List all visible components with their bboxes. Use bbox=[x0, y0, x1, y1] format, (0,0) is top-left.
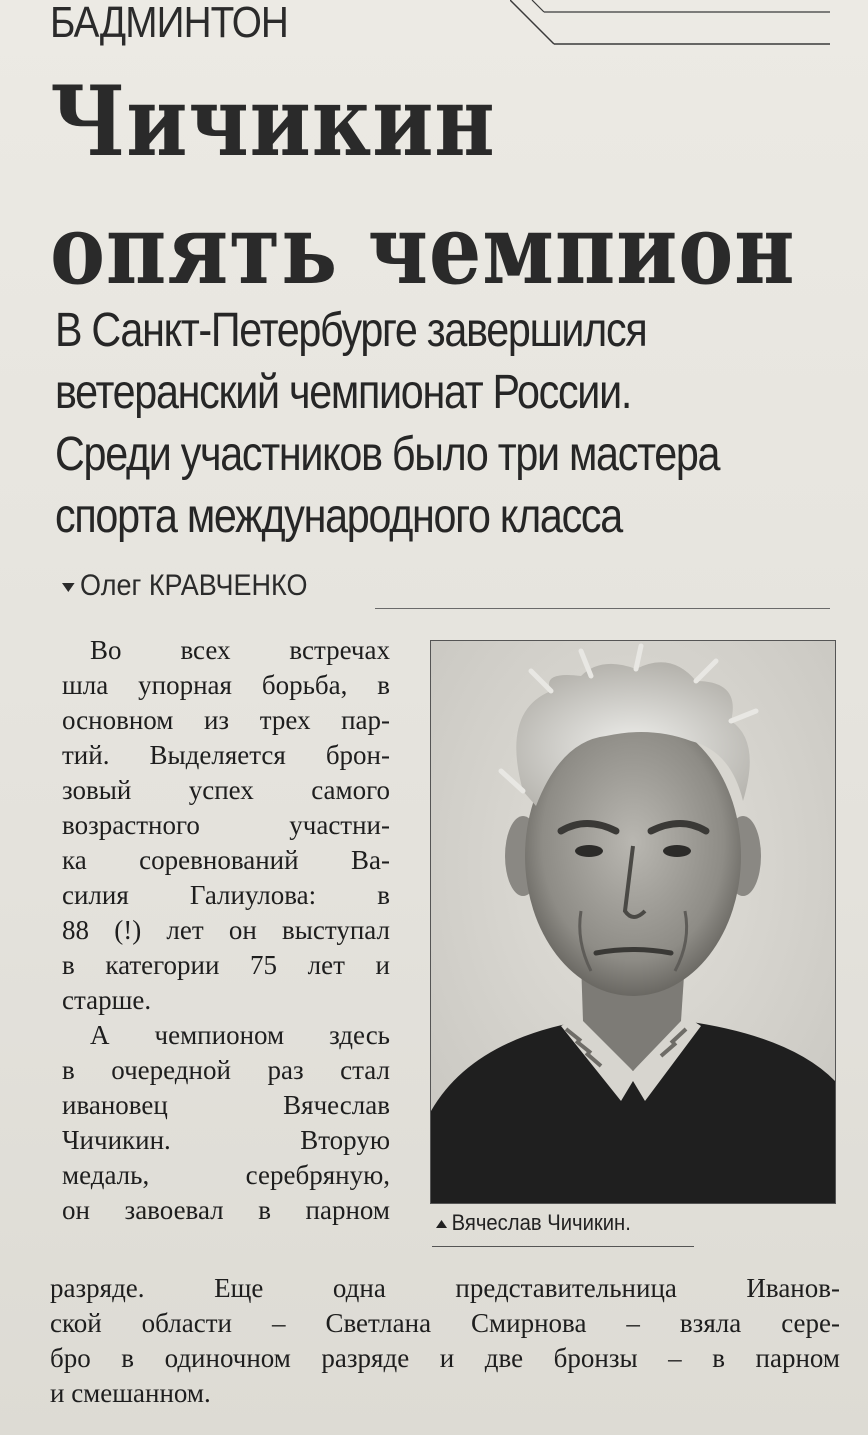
lead-line-3: Среди участников было три мастера bbox=[55, 428, 720, 481]
body-line: 88 (!) лет он выступал bbox=[62, 915, 390, 945]
body-line: А чемпионом здесь bbox=[90, 1020, 390, 1050]
headline-line-2: опять чемпион bbox=[50, 193, 796, 306]
rubric-decoration bbox=[510, 0, 840, 50]
body-line: он завоевал в парном bbox=[62, 1195, 390, 1225]
byline-rule bbox=[375, 608, 830, 609]
lead-line-1: В Санкт-Петербурге завершился bbox=[55, 304, 647, 357]
body-full-width bbox=[50, 1271, 840, 1411]
body-line: Чичикин. Вторую bbox=[62, 1125, 390, 1155]
lead-paragraph bbox=[55, 300, 795, 548]
body-line: Во всех встречах bbox=[90, 635, 390, 665]
lead-line-2: ветеранский чемпионат России. bbox=[55, 366, 632, 419]
body-line: бро в одиночном разряде и две бронзы – в парном bbox=[50, 1343, 840, 1373]
author-name: Олег КРАВЧЕНКО bbox=[80, 569, 308, 602]
caption-text: Вячеслав Чичикин. bbox=[451, 1210, 631, 1235]
body-line: зовый успех самого bbox=[62, 775, 390, 805]
headline bbox=[50, 58, 795, 314]
body-line: в категории 75 лет и bbox=[62, 950, 390, 980]
body-line: основном из трех пар- bbox=[62, 705, 390, 735]
body-line: в очередной раз стал bbox=[62, 1055, 390, 1085]
body-line: медаль, серебряную, bbox=[62, 1160, 390, 1190]
portrait-photo bbox=[430, 640, 836, 1204]
body-line: разряде. Еще одна представительница Иванов- bbox=[50, 1273, 840, 1303]
byline bbox=[62, 568, 307, 604]
body-column bbox=[62, 633, 390, 1228]
portrait-illustration bbox=[431, 641, 835, 1203]
caption-rule bbox=[432, 1246, 694, 1247]
body-line: силия Галиулова: в bbox=[62, 880, 390, 910]
body-line: старше. bbox=[62, 985, 152, 1015]
body-line: ивановец Вячеслав bbox=[62, 1090, 390, 1120]
body-line: ской области – Светлана Смирнова – взяла сере- bbox=[50, 1308, 840, 1338]
byline-triangle-icon bbox=[62, 583, 75, 592]
body-line: ка соревнований Ва- bbox=[62, 845, 390, 875]
headline-line-1: Чичикин bbox=[50, 65, 496, 178]
body-line: возрастного участни- bbox=[62, 810, 390, 840]
body-line: и смешанном. bbox=[50, 1378, 211, 1408]
body-line: шла упорная борьба, в bbox=[62, 670, 390, 700]
body-line: тий. Выделяется брон- bbox=[62, 740, 390, 770]
section-rubric: БАДМИНТОН bbox=[50, 0, 289, 47]
photo-caption bbox=[436, 1210, 631, 1236]
caption-triangle-icon bbox=[436, 1220, 447, 1228]
lead-line-4: спорта международного класса bbox=[55, 490, 622, 543]
